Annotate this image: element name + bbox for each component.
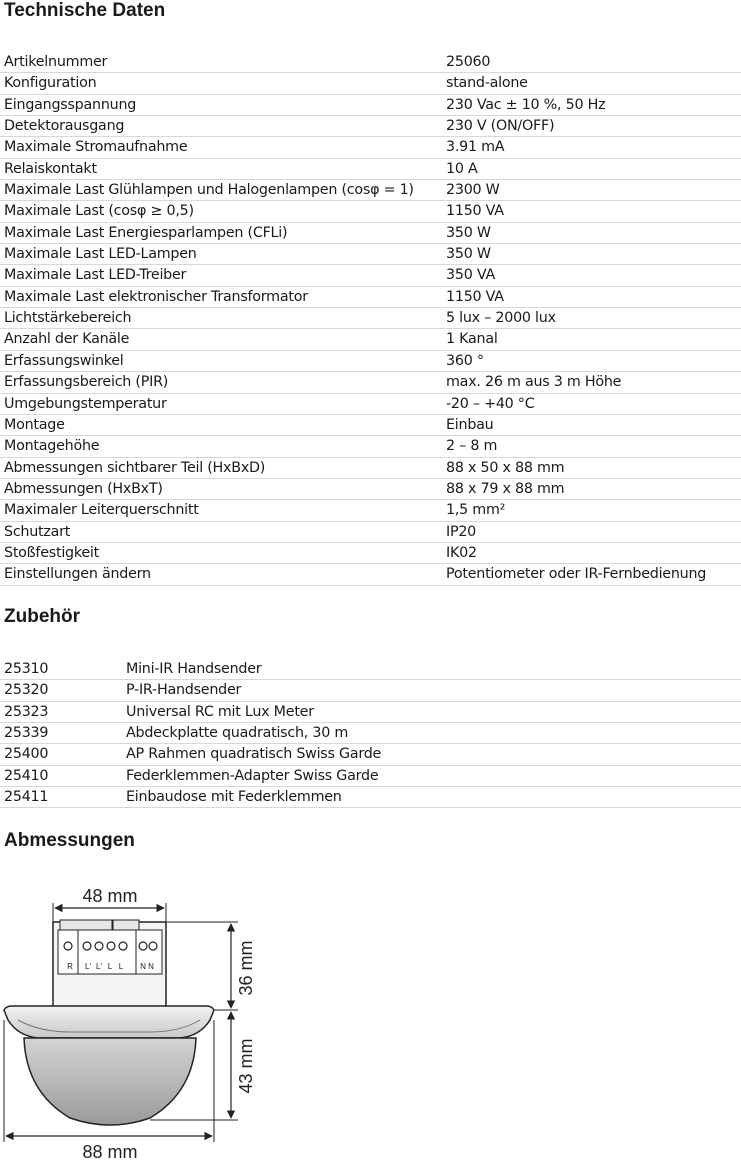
table-row [0,265,741,286]
row-value: 350 W [446,246,491,263]
accessory-code: 25400 [4,746,49,763]
table-row [0,95,741,116]
accessory-description: P-IR-Handsender [126,682,242,699]
row-value: 25060 [446,54,491,70]
row-value: -20 – +40 °C [446,395,535,412]
table-row [0,351,741,372]
accessory-code: 25323 [4,703,49,720]
row-value: max. 26 m aus 3 m Höhe [446,374,622,391]
row-value: 3.91 mA [446,139,505,156]
terminal-label: L' [85,962,91,971]
accessory-code: 25410 [4,767,49,784]
row-value: IK02 [446,544,477,561]
row-label: Maximale Last elektronischer Transformator [4,288,308,305]
table-row [0,201,741,222]
row-value: 10 A [446,160,478,177]
accessory-description: Abdeckplatte quadratisch, 30 m [126,725,349,742]
table-row [0,744,741,765]
sensor-dome [24,1038,196,1125]
table-row [0,479,741,500]
row-value: Einbau [446,416,494,433]
row-value: 230 Vac ± 10 %, 50 Hz [446,96,606,113]
row-label: Maximale Last Energiesparlampen (CFLi) [4,224,288,241]
row-label: Montage [4,416,65,433]
table-row [0,415,741,436]
accessory-code: 25310 [4,661,49,677]
accessory-code: 25320 [4,682,49,699]
table-row [0,522,741,543]
dimensions-title: Abmessungen [4,830,135,851]
row-value: 2 – 8 m [446,438,498,455]
row-value: IP20 [446,523,477,540]
row-value: 350 VA [446,267,495,284]
table-row [0,394,741,415]
table-row [0,223,741,244]
accessory-description: Mini-IR Handsender [126,661,262,677]
row-label: Einstellungen ändern [4,566,151,583]
table-row [0,702,741,723]
table-row [0,723,741,744]
row-value: 360 ° [446,352,484,369]
height-upper-label: 36 mm [236,940,256,996]
table-row [0,564,741,585]
row-label: Erfassungswinkel [4,352,124,369]
table-row [0,372,741,393]
row-label: Anzahl der Kanäle [4,331,130,348]
row-value: 1150 VA [446,288,504,305]
terminal-label: N [140,962,146,971]
row-value: Potentiometer oder IR-Fernbedienung [446,566,707,583]
row-label: Stoßfestigkeit [4,544,100,561]
height-lower-label: 43 mm [236,1038,256,1094]
accessories-title: Zubehör [4,606,80,627]
technical-data-table [0,52,741,586]
terminal-label: R [67,962,73,971]
row-label: Abmessungen sichtbarer Teil (HxBxD) [4,459,266,476]
accessory-description: AP Rahmen quadratisch Swiss Garde [126,746,382,763]
row-label: Maximaler Leiterquerschnitt [4,502,199,519]
row-value: 1150 VA [446,203,504,220]
accessories-table [0,659,741,808]
row-label: Erfassungsbereich (PIR) [4,374,169,391]
row-label: Maximale Last LED-Lampen [4,246,197,263]
row-value: 1,5 mm² [446,502,506,519]
table-row [0,137,741,158]
table-row [0,329,741,350]
row-value: 2300 W [446,182,500,199]
row-value: 88 x 79 x 88 mm [446,480,565,497]
row-label: Detektorausgang [4,118,125,135]
row-value: 350 W [446,224,491,241]
row-label: Lichtstärkebereich [4,310,132,327]
row-label: Eingangsspannung [4,96,137,113]
technical-data-title: Technische Daten [4,0,166,21]
row-value: 1 Kanal [446,331,498,348]
row-value: 5 lux – 2000 lux [446,310,556,327]
row-value: stand-alone [446,75,528,92]
terminal-label: L [118,962,124,971]
table-row [0,787,741,808]
terminal-label: L [107,962,113,971]
row-label: Artikelnummer [4,54,108,70]
row-value: 230 V (ON/OFF) [446,118,555,135]
row-label: Abmessungen (HxBxT) [4,480,163,497]
sensor-flange [4,1006,214,1038]
table-row [0,766,741,787]
accessory-description: Einbaudose mit Federklemmen [126,789,342,806]
table-row [0,73,741,94]
row-value: 88 x 50 x 88 mm [446,459,565,476]
row-label: Umgebungstemperatur [4,395,167,412]
row-label: Maximale Last Glühlampen und Halogenlampen (cosφ = 1) [4,182,414,199]
table-row [0,308,741,329]
row-label: Relaiskontakt [4,160,97,177]
accessory-description: Federklemmen-Adapter Swiss Garde [126,767,379,784]
row-label: Montagehöhe [4,438,100,455]
table-row [0,244,741,265]
table-row [0,436,741,457]
width-bottom-label: 88 mm [82,1142,138,1162]
row-label: Maximale Stromaufnahme [4,139,188,156]
table-row [0,159,741,180]
table-row [0,287,741,308]
table-row [0,180,741,201]
table-row [0,543,741,564]
row-label: Konfiguration [4,75,97,92]
dimension-drawing [0,870,300,1162]
table-row [0,458,741,479]
terminal-label: N [148,962,154,971]
table-row [0,500,741,521]
table-row [0,52,741,73]
table-row [0,659,741,680]
terminal-label: L' [96,962,102,971]
table-row [0,116,741,137]
row-label: Schutzart [4,523,71,540]
accessory-description: Universal RC mit Lux Meter [126,703,314,720]
accessory-code: 25339 [4,725,49,742]
row-label: Maximale Last LED-Treiber [4,267,187,284]
width-top-label: 48 mm [82,886,138,906]
table-row [0,680,741,701]
accessory-code: 25411 [4,789,49,806]
row-label: Maximale Last (cosφ ≥ 0,5) [4,203,194,220]
